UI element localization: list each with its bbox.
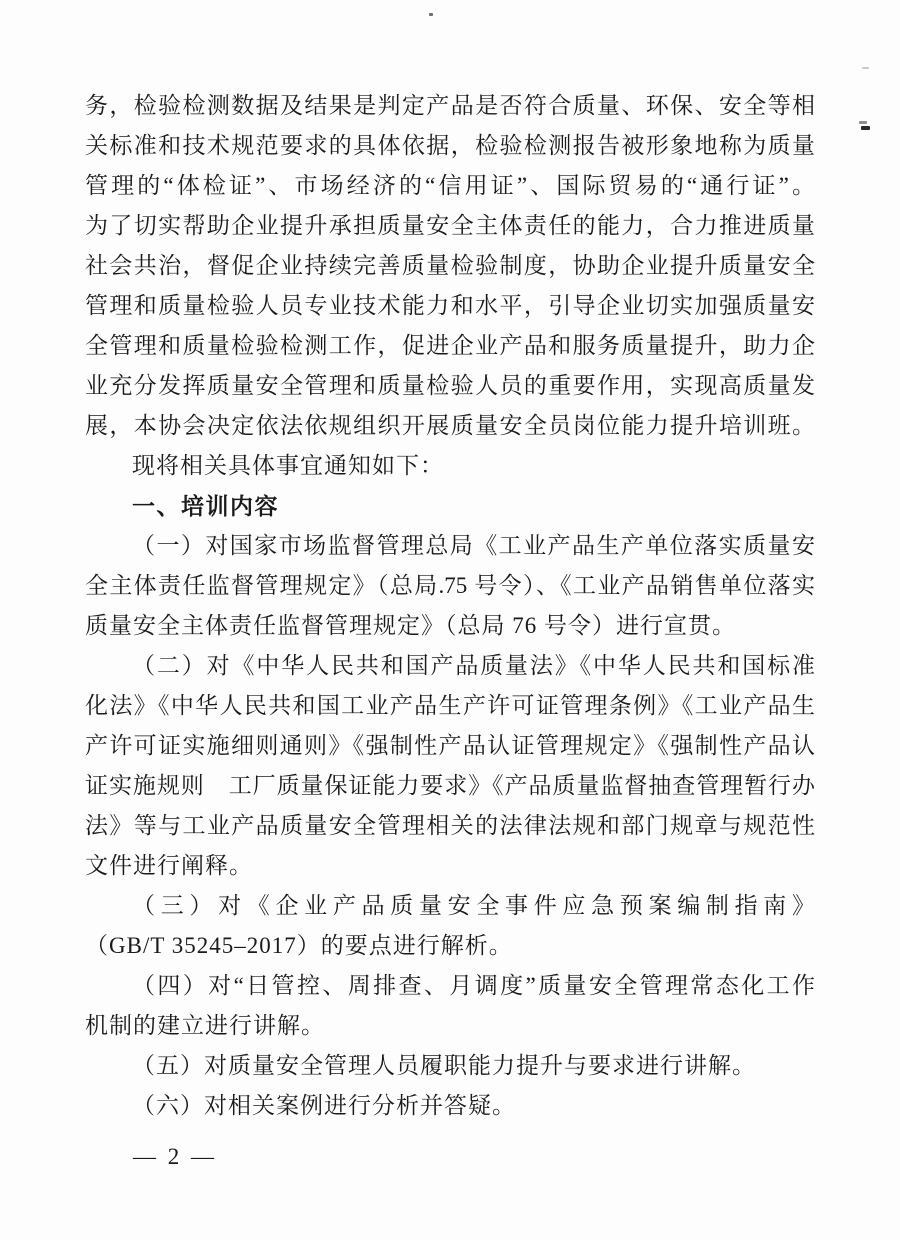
body-text-line: 展，本协会决定依法依规组织开展质量安全员岗位能力提升培训班。 bbox=[85, 413, 815, 438]
item-2-line: 文件进行阐释。 bbox=[85, 853, 253, 878]
item-1-line: 全主体责任监督管理规定》（总局.75 号令）、《工业产品销售单位落实 bbox=[85, 573, 815, 598]
document-body-text bbox=[85, 86, 815, 1126]
item-2-line: （二）对《中华人民共和国产品质量法》《中华人民共和国标准 bbox=[132, 653, 815, 678]
item-1-line: （一）对国家市场监督管理总局《工业产品生产单位落实质量安 bbox=[132, 533, 815, 558]
item-2-line: 法》等与工业产品质量安全管理相关的法律法规和部门规章与规范性 bbox=[85, 813, 815, 838]
body-text-line: 务，检验检测数据及结果是判定产品是否符合质量、环保、安全等相 bbox=[85, 93, 815, 118]
item-4-line: （四）对“日管控、周排查、月调度”质量安全管理常态化工作 bbox=[132, 973, 815, 998]
notice-intro-line: 现将相关具体事宜通知如下： bbox=[132, 453, 444, 478]
body-text-line: 业充分发挥质量安全管理和质量检验人员的重要作用，实现高质量发 bbox=[85, 373, 815, 398]
body-text-line: 社会共治，督促企业持续完善质量检验制度，协助企业提升质量安全 bbox=[85, 253, 815, 278]
item-2-line: 产许可证实施细则通则》《强制性产品认证管理规定》《强制性产品认 bbox=[85, 733, 815, 758]
item-3-line: （三）对《企业产品质量安全事件应急预案编制指南》 bbox=[132, 893, 815, 918]
scan-speck bbox=[861, 126, 870, 130]
body-text-line: 关标准和技术规范要求的具体依据，检验检测报告被形象地称为质量 bbox=[85, 133, 815, 158]
scan-speck bbox=[862, 67, 869, 69]
body-text-line: 管理和质量检验人员专业技术能力和水平，引导企业切实加强质量安 bbox=[85, 293, 815, 318]
body-text-line: 为了切实帮助企业提升承担质量安全主体责任的能力，合力推进质量 bbox=[85, 213, 815, 238]
item-2-line: 化法》《中华人民共和国工业产品生产许可证管理条例》《工业产品生 bbox=[85, 693, 815, 718]
body-text-line: 全管理和质量检验检测工作，促进企业产品和服务质量提升，助力企 bbox=[85, 333, 815, 358]
page-number: — 2 — bbox=[133, 1144, 215, 1169]
item-3-line: （GB/T 35245–2017）的要点进行解析。 bbox=[85, 933, 513, 958]
section-heading-training-content: 一、培训内容 bbox=[132, 493, 279, 519]
item-1-line: 质量安全主体责任监督管理规定》（总局 76 号令）进行宣贯。 bbox=[85, 613, 736, 638]
item-6-line: （六）对相关案例进行分析并答疑。 bbox=[132, 1093, 516, 1118]
scan-speck bbox=[429, 13, 433, 16]
item-2-line: 证实施规则 工厂质量保证能力要求》《产品质量监督抽查管理暂行办 bbox=[85, 773, 815, 798]
item-4-line: 机制的建立进行讲解。 bbox=[85, 1013, 325, 1038]
body-text-line: 管理的“体检证”、市场经济的“信用证”、国际贸易的“通行证”。 bbox=[85, 173, 815, 198]
item-5-line: （五）对质量安全管理人员履职能力提升与要求进行讲解。 bbox=[132, 1053, 756, 1078]
scan-speck bbox=[859, 121, 867, 124]
